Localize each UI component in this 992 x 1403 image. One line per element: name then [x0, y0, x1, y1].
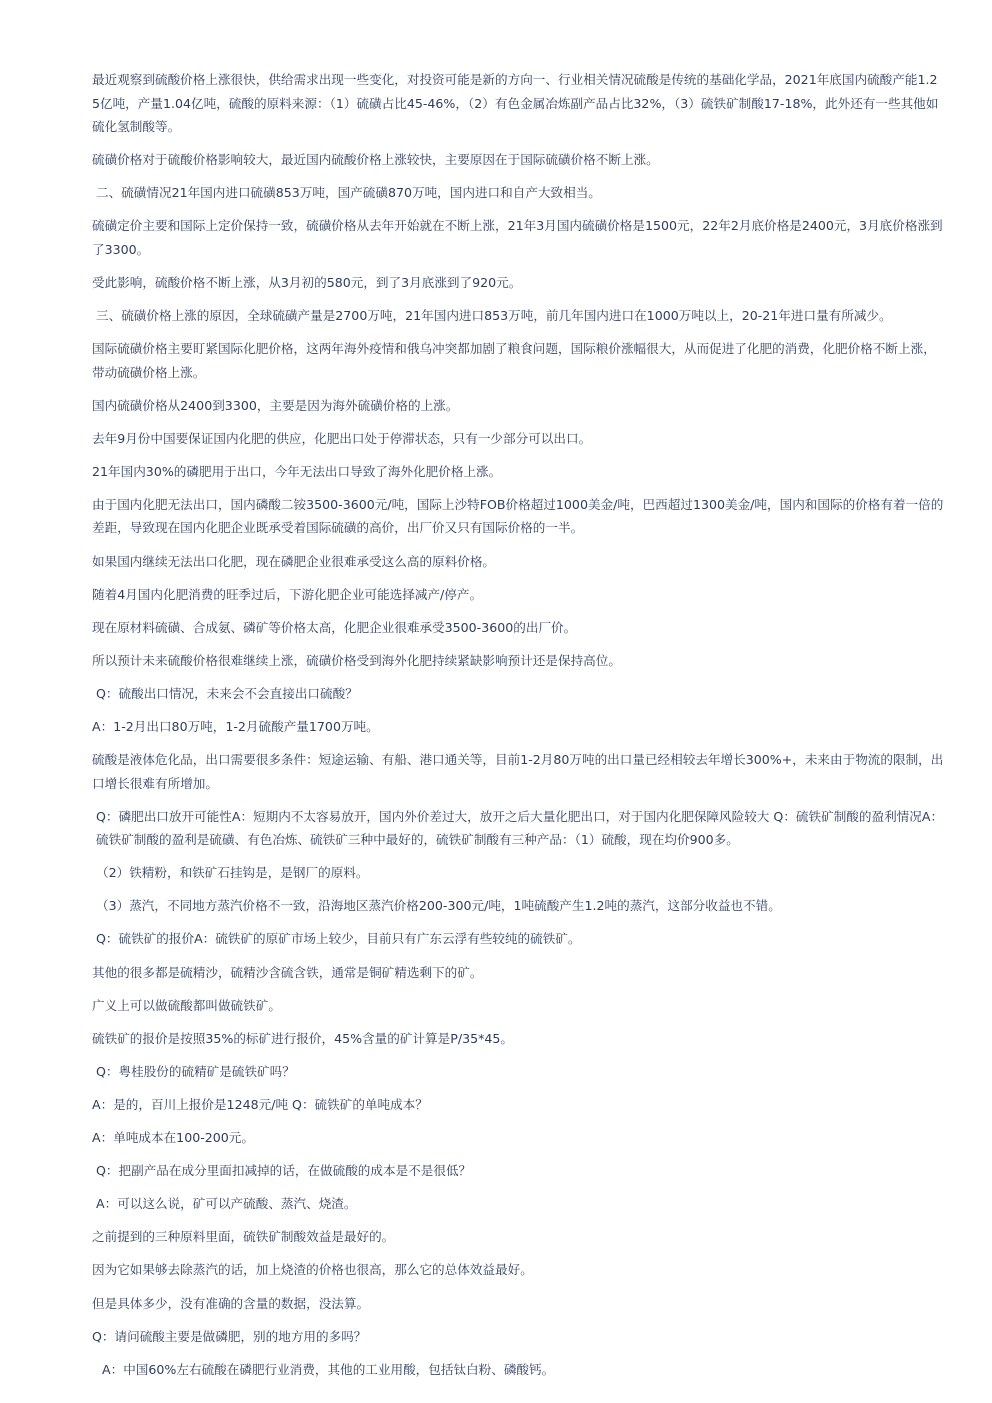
document-body: [92, 68, 944, 1391]
paragraph: 其他的很多都是硫精沙，硫精沙含硫含铁，通常是铜矿精选剩下的矿。: [92, 964, 483, 980]
list-item: （3）蒸汽，不同地方蒸汽价格不一致，沿海地区蒸汽价格200-300元/吨，1吨硫酸产生1.2吨的蒸汽，这部分收益也不错。: [96, 898, 781, 914]
answer: A：可以这么说，矿可以产硫酸、蒸汽、烧渣。: [96, 1196, 357, 1212]
paragraph: 硫铁矿的报价是按照35%的标矿进行报价，45%含量的矿计算是P/35*45。: [92, 1030, 514, 1046]
paragraph: 国际硫磺价格主要盯紧国际化肥价格，这两年海外疫情和俄乌冲突都加剧了粮食问题，国际粮价涨幅很大，从而促进了化肥的消费，化肥价格不断上涨，带动硫磺价格上涨。: [92, 341, 936, 380]
question: Q：把副产品在成分里面扣减掉的话，在做硫酸的成本是不是很低？: [96, 1163, 472, 1179]
paragraph: 最近观察到硫酸价格上涨很快，供给需求出现一些变化，对投资可能是新的方向一、行业相关情况硫酸是传统的基础化学品，2021年底国内硫酸产能1.25亿吨，产量1.04亿吨，硫酸的原料来源：（1）硫磺占比45-46%，（2）有色金属冶炼副产品占比32%，（3）硫铁矿制酸17-18%，此外还有一些其他如硫化氢制酸等。: [92, 72, 939, 134]
paragraph: 由于国内化肥无法出口，国内磷酸二铵3500-3600元/吨，国际上沙特FOB价格超过1000美金/吨，巴西超过1300美金/吨，国内和国际的价格有着一倍的差距，导致现在国内化肥企业既承受着国际硫磺的高价，出厂价又只有国际价格的一半。: [92, 496, 944, 536]
answer: A：1-2月出口80万吨，1-2月硫酸产量1700万吨。: [92, 719, 379, 734]
question: Q：硫酸出口情况，未来会不会直接出口硫酸？: [96, 685, 358, 701]
paragraph: 国内硫磺价格从2400到3300，主要是因为海外硫磺价格的上涨。: [92, 397, 459, 413]
paragraph: 现在原材料硫磺、合成氨、磷矿等价格太高，化肥企业很难承受3500-3600的出厂价。: [92, 619, 577, 635]
paragraph: 之前提到的三种原料里面，硫铁矿制酸效益是最好的。: [92, 1229, 395, 1245]
answer: A：单吨成本在100-200元。: [92, 1130, 254, 1146]
paragraph: 21年国内30%的磷肥用于出口，今年无法出口导致了海外化肥价格上涨。: [92, 463, 502, 479]
paragraph: 但是具体多少，没有准确的含量的数据，没法算。: [92, 1295, 370, 1311]
section-heading: 二、硫磺情况21年国内进口硫磺853万吨，国产硫磺870万吨，国内进口和自产大致相当。: [96, 185, 601, 201]
paragraph: 去年9月份中国要保证国内化肥的供应，化肥出口处于停滞状态，只有一少部分可以出口。: [92, 430, 592, 446]
section-heading: 三、硫磺价格上涨的原因，全球硫磺产量是2700万吨，21年国内进口853万吨，前几年国内进口在1000万吨以上，20-21年进口量有所减少。: [96, 307, 892, 323]
paragraph: 受此影响，硫酸价格不断上涨，从3月初的580元，到了3月底涨到了920元。: [92, 274, 522, 290]
answer: A：中国60%左右硫酸在磷肥行业消费，其他的工业用酸，包括钛白粉、磷酸钙。: [102, 1361, 555, 1377]
paragraph: 硫酸是液体危化品，出口需要很多条件：短途运输、有船、港口通关等，目前1-2月80万吨的出口量已经相较去年增长300%+，未来由于物流的限制，出口增长很难有所增加。: [92, 752, 944, 791]
paragraph: 硫磺价格对于硫酸价格影响较大，最近国内硫酸价格上涨较快，主要原因在于国际硫磺价格不断上涨。: [92, 152, 659, 168]
paragraph: 如果国内继续无法出口化肥，现在磷肥企业很难承受这么高的原料价格。: [92, 553, 495, 569]
question: Q：请问硫酸主要是做磷肥，别的地方用的多吗？: [92, 1328, 367, 1344]
paragraph: 广义上可以做硫酸都叫做硫铁矿。: [92, 997, 281, 1013]
question: Q：粤桂股份的硫精矿是硫铁矿吗？: [96, 1063, 295, 1079]
list-item: （2）铁精粉，和铁矿石挂钩是，是钢厂的原料。: [96, 865, 369, 881]
question: Q：硫铁矿的报价A：硫铁矿的原矿市场上较少，目前只有广东云浮有些较纯的硫铁矿。: [96, 931, 581, 947]
question: Q：磷肥出口放开可能性A：短期内不太容易放开，国内外价差过大，放开之后大量化肥出口，对于国内化肥保障风险较大 Q：硫铁矿制酸的盈利情况A：硫铁矿制酸的盈利是硫磺、有色冶炼、硫铁矿三种中最好的，硫铁矿制酸有三种产品：（1）硫酸，现在均价900多。: [96, 808, 944, 848]
paragraph: 因为它如果够去除蒸汽的话，加上烧渣的价格也很高，那么它的总体效益最好。: [92, 1262, 533, 1278]
paragraph: 硫磺定价主要和国际上定价保持一致，硫磺价格从去年开始就在不断上涨，21年3月国内硫磺价格是1500元，22年2月底价格是2400元，3月底价格涨到了3300。: [92, 218, 943, 257]
answer: A：是的，百川上报价是1248元/吨 Q：硫铁矿的单吨成本？: [92, 1096, 428, 1112]
paragraph: 随着4月国内化肥消费的旺季过后，下游化肥企业可能选择减产/停产。: [92, 586, 483, 602]
paragraph: 所以预计未来硫酸价格很难继续上涨，硫磺价格受到海外化肥持续紧缺影响预计还是保持高位。: [92, 652, 621, 668]
